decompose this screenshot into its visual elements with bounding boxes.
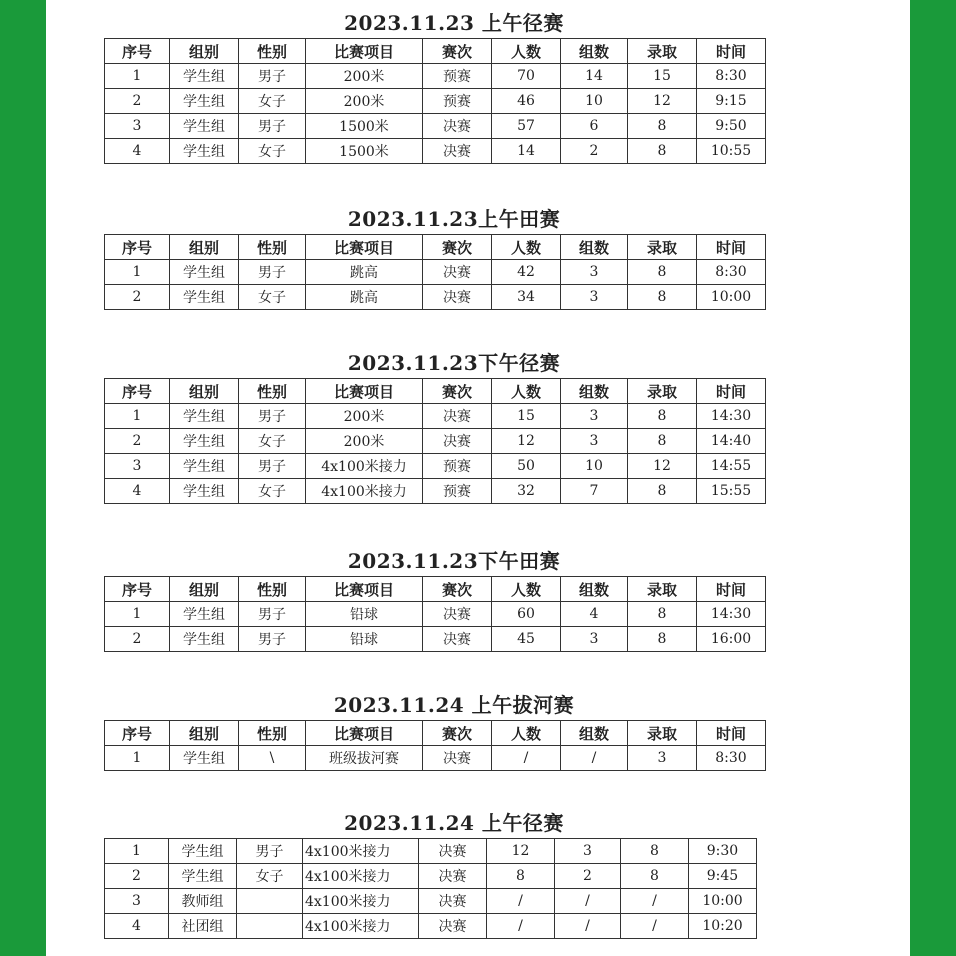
section-title: 2023.11.23下午田赛 [347, 549, 561, 573]
table-cell: 男子 [237, 839, 303, 864]
table-cell: 10:55 [697, 139, 766, 164]
table-cell: 决赛 [423, 429, 492, 454]
table-cell: 8 [628, 404, 697, 429]
table-cell: 学生组 [170, 114, 239, 139]
header-cell: 人数 [492, 379, 561, 404]
table-cell: 学生组 [170, 454, 239, 479]
table-cell: 学生组 [170, 479, 239, 504]
table-cell: 预赛 [423, 64, 492, 89]
table-row [105, 285, 766, 310]
table-row [105, 746, 766, 771]
table-cell: 14:40 [697, 429, 766, 454]
table-cell: 3 [561, 285, 628, 310]
table-cell: 学生组 [170, 429, 239, 454]
table-cell: / [487, 889, 555, 914]
table-cell: 跳高 [306, 285, 423, 310]
table-cell: 10 [561, 454, 628, 479]
table-cell: 班级拔河赛 [306, 746, 423, 771]
table-cell: 6 [561, 114, 628, 139]
table-cell: 决赛 [419, 864, 487, 889]
table-cell: 决赛 [423, 746, 492, 771]
header-cell: 性别 [239, 235, 306, 260]
table-cell [237, 889, 303, 914]
table-row [105, 864, 757, 889]
table-cell: 1 [105, 64, 170, 89]
table-cell: 决赛 [423, 139, 492, 164]
table-cell: 决赛 [419, 914, 487, 939]
table-cell: 男子 [239, 64, 306, 89]
section-3 [104, 348, 804, 504]
table-cell: 10:00 [689, 889, 757, 914]
table-cell: 8 [487, 864, 555, 889]
table-row [105, 64, 766, 89]
table-cell: 14 [561, 64, 628, 89]
table-cell: 男子 [239, 114, 306, 139]
table-cell: 200米 [306, 429, 423, 454]
table-cell: 女子 [239, 139, 306, 164]
section-1 [104, 8, 804, 164]
table-cell: 1 [105, 839, 169, 864]
table-cell: 8:30 [697, 64, 766, 89]
table-cell: 3 [561, 404, 628, 429]
table-cell: 34 [492, 285, 561, 310]
header-cell: 人数 [492, 39, 561, 64]
header-cell: 组别 [170, 721, 239, 746]
table-cell: 学生组 [170, 746, 239, 771]
table-cell: 教师组 [169, 889, 237, 914]
header-cell: 序号 [105, 379, 170, 404]
table-cell: 铅球 [306, 602, 423, 627]
table-cell: 决赛 [419, 889, 487, 914]
header-cell: 组数 [561, 721, 628, 746]
header-cell: 比赛项目 [306, 235, 423, 260]
header-cell: 组别 [170, 39, 239, 64]
table-cell: 9:50 [697, 114, 766, 139]
table-cell: 男子 [239, 260, 306, 285]
header-cell: 组数 [561, 577, 628, 602]
table-cell: 8 [628, 114, 697, 139]
table-cell: 15:55 [697, 479, 766, 504]
table-cell: 决赛 [423, 285, 492, 310]
table-cell: 15 [628, 64, 697, 89]
table-cell: 4x100米接力 [303, 864, 419, 889]
table-cell: 4x100米接力 [303, 914, 419, 939]
header-cell: 序号 [105, 39, 170, 64]
table-cell: 8 [628, 479, 697, 504]
table-cell: 1500米 [306, 114, 423, 139]
table-cell: 男子 [239, 602, 306, 627]
table-cell: 决赛 [423, 114, 492, 139]
header-cell: 组数 [561, 235, 628, 260]
table-cell: 46 [492, 89, 561, 114]
table-cell: 学生组 [170, 404, 239, 429]
header-cell: 组别 [170, 577, 239, 602]
table-cell: 8 [628, 602, 697, 627]
table-cell: 70 [492, 64, 561, 89]
header-cell: 组别 [170, 379, 239, 404]
header-cell: 性别 [239, 721, 306, 746]
table-cell: 学生组 [170, 89, 239, 114]
section-6 [104, 808, 804, 939]
table-cell: 4x100米接力 [303, 839, 419, 864]
table-cell: 2 [105, 89, 170, 114]
table-cell: 2 [105, 285, 170, 310]
table-row [105, 602, 766, 627]
table-cell: 铅球 [306, 627, 423, 652]
header-cell: 比赛项目 [306, 721, 423, 746]
header-cell: 序号 [105, 721, 170, 746]
table-cell: 学生组 [170, 64, 239, 89]
table-cell: 决赛 [423, 602, 492, 627]
table-cell: 14:30 [697, 602, 766, 627]
schedule-table [104, 378, 766, 504]
header-cell: 录取 [628, 379, 697, 404]
header-cell: 赛次 [423, 39, 492, 64]
table-cell: 决赛 [423, 404, 492, 429]
header-row [105, 379, 766, 404]
table-cell: 8 [628, 285, 697, 310]
table-cell: 8 [628, 260, 697, 285]
table-cell: 60 [492, 602, 561, 627]
header-cell: 时间 [697, 577, 766, 602]
header-cell: 录取 [628, 721, 697, 746]
header-row [105, 235, 766, 260]
table-cell: 9:45 [689, 864, 757, 889]
table-cell: 8 [628, 139, 697, 164]
schedule-table [104, 720, 766, 771]
header-cell: 人数 [492, 721, 561, 746]
table-cell: 男子 [239, 404, 306, 429]
table-cell: 10:00 [697, 285, 766, 310]
section-title: 2023.11.23 上午径赛 [344, 11, 564, 35]
table-cell [237, 914, 303, 939]
header-cell: 比赛项目 [306, 39, 423, 64]
table-cell: 7 [561, 479, 628, 504]
schedule-table [104, 38, 766, 164]
table-cell: 女子 [237, 864, 303, 889]
table-cell: 预赛 [423, 479, 492, 504]
header-row [105, 39, 766, 64]
table-cell: 学生组 [170, 139, 239, 164]
table-cell: / [555, 914, 621, 939]
table-row [105, 89, 766, 114]
table-cell: 学生组 [170, 285, 239, 310]
table-cell: 12 [487, 839, 555, 864]
table-cell: 3 [105, 454, 170, 479]
table-cell: / [561, 746, 628, 771]
table-row [105, 429, 766, 454]
table-cell: 4 [105, 479, 170, 504]
table-cell: 男子 [239, 454, 306, 479]
table-row [105, 914, 757, 939]
table-cell: / [487, 914, 555, 939]
table-row [105, 454, 766, 479]
header-cell: 序号 [105, 577, 170, 602]
section-title: 2023.11.24 上午拔河赛 [333, 693, 575, 717]
header-cell: 人数 [492, 235, 561, 260]
table-cell: 50 [492, 454, 561, 479]
table-cell: 200米 [306, 64, 423, 89]
header-cell: 组数 [561, 379, 628, 404]
header-cell: 录取 [628, 235, 697, 260]
table-cell: / [621, 914, 689, 939]
table-cell: 8 [621, 839, 689, 864]
table-cell: 女子 [239, 429, 306, 454]
table-cell: 10:20 [689, 914, 757, 939]
table-row [105, 404, 766, 429]
table-cell: 3 [555, 839, 621, 864]
table-cell: 学生组 [169, 864, 237, 889]
table-cell: 社团组 [169, 914, 237, 939]
table-cell: 1 [105, 602, 170, 627]
header-cell: 赛次 [423, 721, 492, 746]
table-cell: 女子 [239, 285, 306, 310]
table-cell: 8:30 [697, 260, 766, 285]
table-cell: \ [239, 746, 306, 771]
table-cell: 2 [105, 627, 170, 652]
table-cell: 预赛 [423, 454, 492, 479]
table-cell: 42 [492, 260, 561, 285]
header-cell: 性别 [239, 39, 306, 64]
table-cell: 女子 [239, 89, 306, 114]
header-cell: 赛次 [423, 577, 492, 602]
table-cell: 32 [492, 479, 561, 504]
header-cell: 序号 [105, 235, 170, 260]
table-cell: 14 [492, 139, 561, 164]
table-row [105, 479, 766, 504]
section-2 [104, 204, 804, 310]
table-cell: 跳高 [306, 260, 423, 285]
table-cell: 3 [561, 627, 628, 652]
section-title: 2023.11.23上午田赛 [347, 207, 561, 231]
table-cell: 3 [561, 429, 628, 454]
table-cell: 9:30 [689, 839, 757, 864]
schedule-table [104, 576, 766, 652]
table-cell: 1 [105, 260, 170, 285]
table-row [105, 260, 766, 285]
table-cell: 学生组 [169, 839, 237, 864]
table-cell: 预赛 [423, 89, 492, 114]
header-cell: 组别 [170, 235, 239, 260]
table-cell: 女子 [239, 479, 306, 504]
header-cell: 录取 [628, 39, 697, 64]
header-cell: 组数 [561, 39, 628, 64]
table-cell: 15 [492, 404, 561, 429]
header-cell: 赛次 [423, 379, 492, 404]
table-cell: 4 [105, 139, 170, 164]
table-cell: / [621, 889, 689, 914]
table-cell: 学生组 [170, 260, 239, 285]
table-cell: 14:55 [697, 454, 766, 479]
header-row [105, 721, 766, 746]
table-cell: 200米 [306, 404, 423, 429]
table-row [105, 627, 766, 652]
header-cell: 比赛项目 [306, 577, 423, 602]
table-cell: 2 [555, 864, 621, 889]
table-cell: 4x100米接力 [303, 889, 419, 914]
table-row [105, 114, 766, 139]
table-cell: 8 [621, 864, 689, 889]
table-cell: 2 [105, 864, 169, 889]
header-cell: 性别 [239, 379, 306, 404]
table-cell: 10 [561, 89, 628, 114]
header-cell: 时间 [697, 721, 766, 746]
table-cell: 4x100米接力 [306, 454, 423, 479]
table-cell: 14:30 [697, 404, 766, 429]
table-cell: 1 [105, 746, 170, 771]
header-cell: 比赛项目 [306, 379, 423, 404]
table-cell: 2 [105, 429, 170, 454]
table-cell: 1 [105, 404, 170, 429]
table-cell: 学生组 [170, 627, 239, 652]
table-cell: 57 [492, 114, 561, 139]
schedule-table [104, 234, 766, 310]
schedule-table [104, 838, 757, 939]
header-cell: 时间 [697, 379, 766, 404]
table-cell: 12 [628, 454, 697, 479]
table-cell: 1500米 [306, 139, 423, 164]
table-cell: / [492, 746, 561, 771]
header-cell: 赛次 [423, 235, 492, 260]
section-title: 2023.11.24 上午径赛 [344, 811, 564, 835]
table-row [105, 839, 757, 864]
table-cell: 8:30 [697, 746, 766, 771]
table-cell: 200米 [306, 89, 423, 114]
table-cell: 3 [561, 260, 628, 285]
header-row [105, 577, 766, 602]
table-cell: 4x100米接力 [306, 479, 423, 504]
table-cell: 3 [105, 889, 169, 914]
table-cell: 3 [628, 746, 697, 771]
header-cell: 人数 [492, 577, 561, 602]
table-cell: 9:15 [697, 89, 766, 114]
table-cell: / [555, 889, 621, 914]
table-cell: 3 [105, 114, 170, 139]
section-5 [104, 690, 804, 771]
table-cell: 45 [492, 627, 561, 652]
table-row [105, 889, 757, 914]
table-cell: 决赛 [423, 260, 492, 285]
table-cell: 8 [628, 627, 697, 652]
header-cell: 时间 [697, 39, 766, 64]
header-cell: 时间 [697, 235, 766, 260]
table-cell: 12 [492, 429, 561, 454]
header-cell: 录取 [628, 577, 697, 602]
header-cell: 性别 [239, 577, 306, 602]
table-cell: 4 [561, 602, 628, 627]
table-cell: 决赛 [423, 627, 492, 652]
table-cell: 2 [561, 139, 628, 164]
table-row [105, 139, 766, 164]
table-cell: 8 [628, 429, 697, 454]
section-title: 2023.11.23下午径赛 [347, 351, 561, 375]
table-cell: 12 [628, 89, 697, 114]
table-cell: 学生组 [170, 602, 239, 627]
table-cell: 决赛 [419, 839, 487, 864]
section-4 [104, 546, 804, 652]
table-cell: 16:00 [697, 627, 766, 652]
table-cell: 4 [105, 914, 169, 939]
table-cell: 男子 [239, 627, 306, 652]
